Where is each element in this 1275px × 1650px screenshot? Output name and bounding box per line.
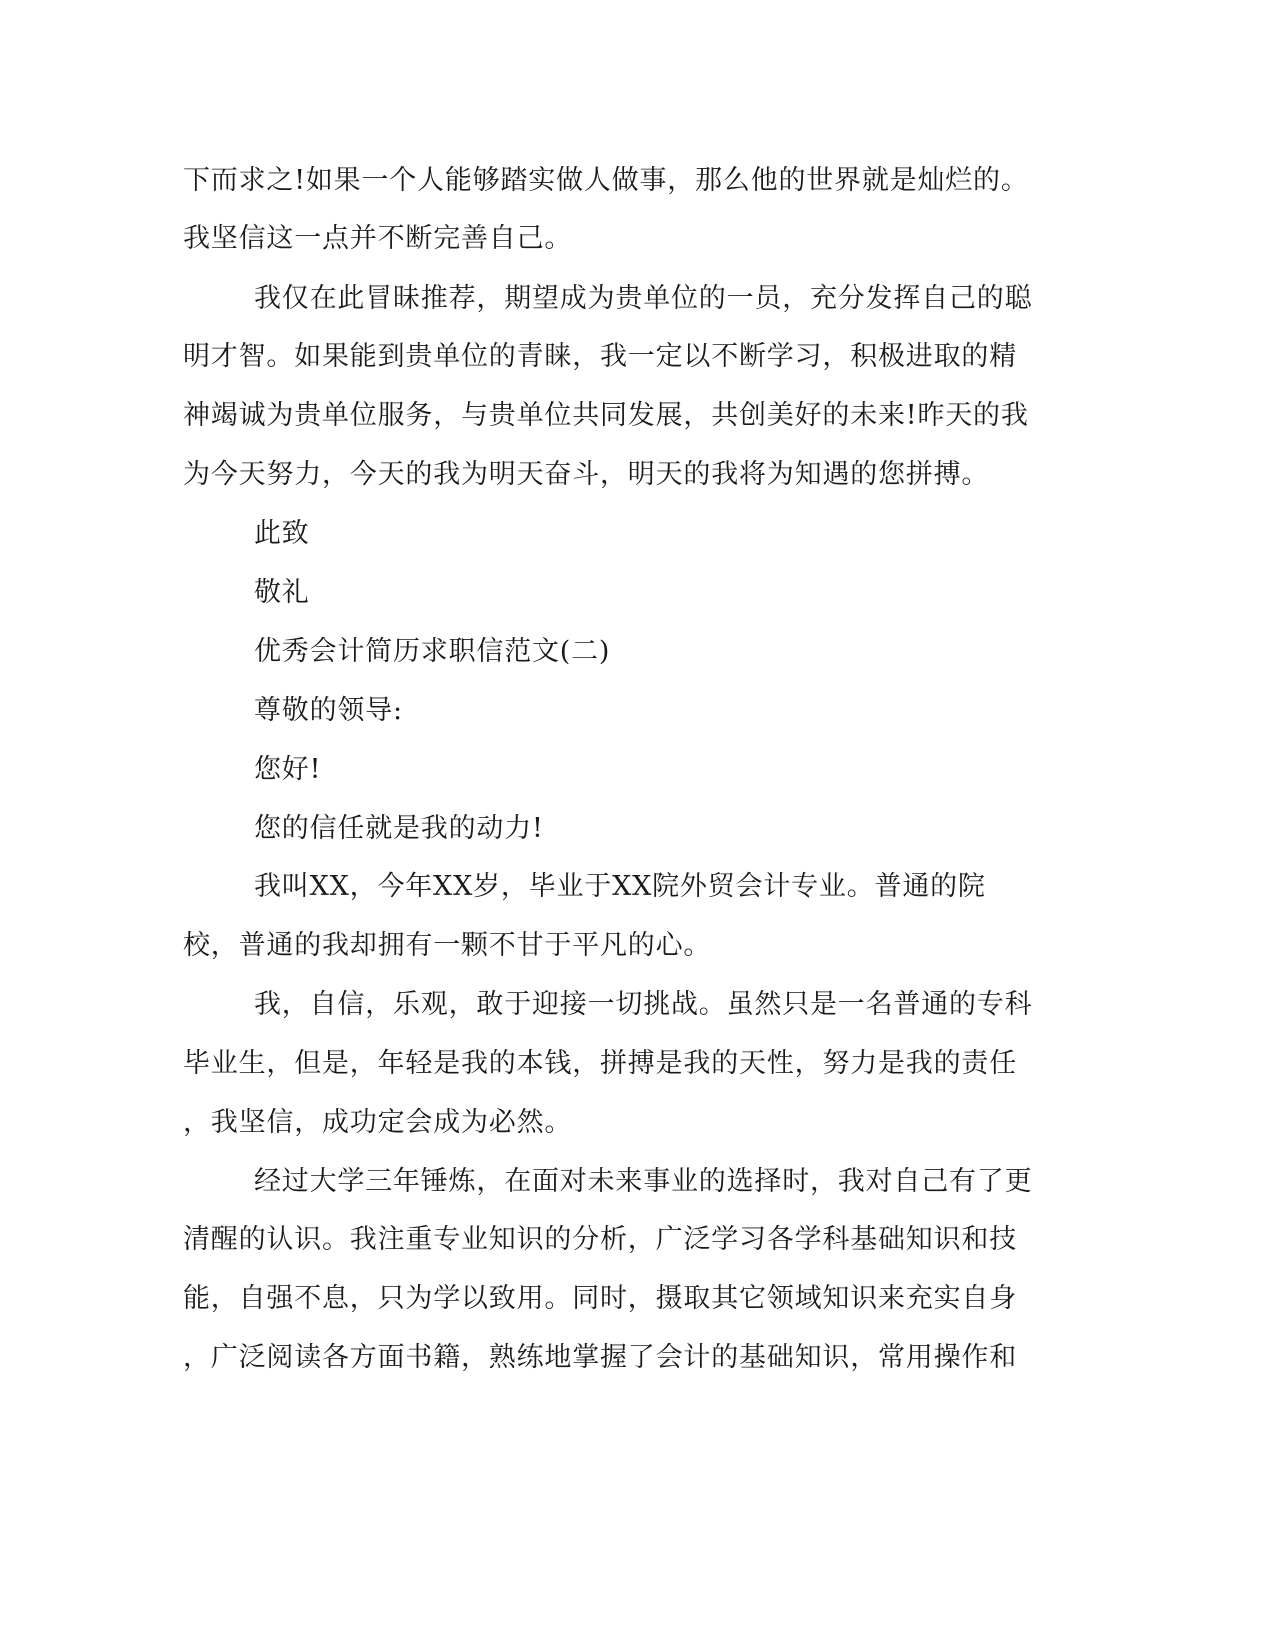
text-line-2: 我坚信这一点并不断完善自己。: [183, 223, 573, 254]
text-line-21: ，广泛阅读各方面书籍，熟练地掌握了会计的基础知识，常用操作和: [183, 1342, 1017, 1373]
greeting-hello: 您好!: [254, 754, 322, 785]
text-line-13: 我叫XX，今年XX岁，毕业于XX院外贸会计专业。普通的院: [254, 871, 986, 902]
greeting-addressee: 尊敬的领导:: [254, 695, 403, 726]
text-line-12: 您的信任就是我的动力!: [254, 813, 544, 844]
text-line-6: 为今天努力，今天的我为明天奋斗，明天的我将为知遇的您拼搏。: [183, 459, 990, 490]
text-line-1: 下而求之!如果一个人能够踏实做人做事，那么他的世界就是灿烂的。: [183, 165, 1029, 196]
text-line-16: 毕业生，但是，年轻是我的本钱，拼搏是我的天性，努力是我的责任: [183, 1048, 1017, 1079]
text-line-19: 清醒的认识。我注重专业知识的分析，广泛学习各学科基础知识和技: [183, 1224, 1017, 1255]
text-line-14: 校，普通的我却拥有一颗不甘于平凡的心。: [183, 930, 712, 961]
text-line-3: 我仅在此冒昧推荐，期望成为贵单位的一员，充分发挥自己的聪: [254, 283, 1033, 314]
text-line-18: 经过大学三年锤炼，在面对未来事业的选择时，我对自己有了更: [254, 1166, 1033, 1197]
text-line-20: 能，自强不息，只为学以致用。同时，摄取其它领域知识来充实自身: [183, 1283, 1017, 1314]
text-line-17: ，我坚信，成功定会成为必然。: [183, 1107, 573, 1138]
closing-salutation: 此致: [254, 518, 310, 549]
text-line-15: 我，自信，乐观，敢于迎接一切挑战。虽然只是一名普通的专科: [254, 989, 1033, 1020]
text-line-4: 明才智。如果能到贵单位的青睐，我一定以不断学习，积极进取的精: [183, 341, 1017, 372]
text-line-5: 神竭诚为贵单位服务，与贵单位共同发展，共创美好的未来!昨天的我: [183, 400, 1029, 431]
closing-regards: 敬礼: [254, 577, 310, 608]
section-title: 优秀会计简历求职信范文(二): [254, 636, 611, 667]
